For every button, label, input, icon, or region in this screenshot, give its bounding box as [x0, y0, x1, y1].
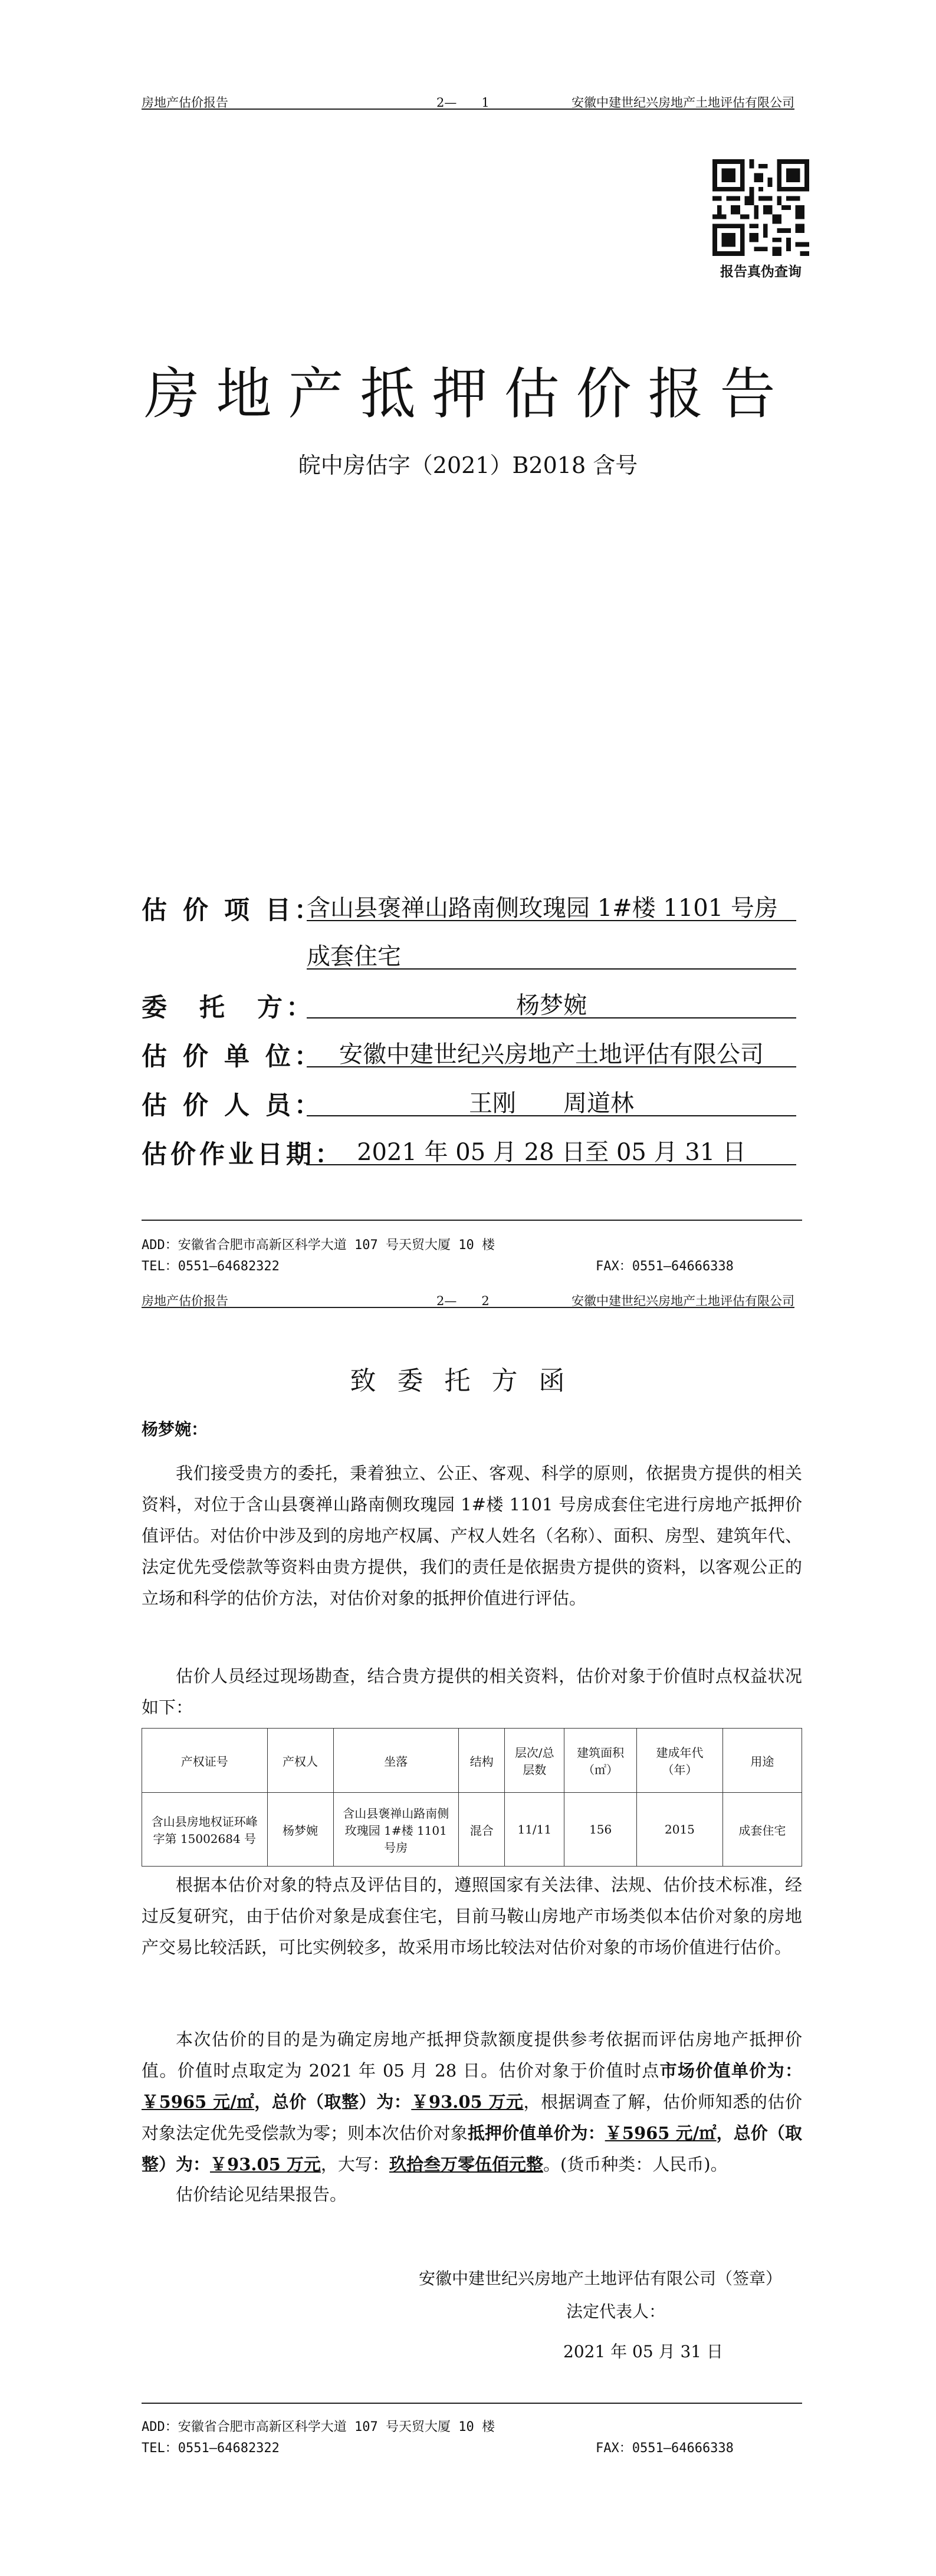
letter-paragraph-1: 我们接受贵方的委托，秉着独立、公正、客观、科学的原则，依据贵方提供的相关资料，对位于含山县褒禅山路南侧玫瑰园 1#楼 1101 号房成套住宅进行房地产抵押价值评估。对估价中涉及到的房地产权属、产权人姓名（名称）、面积、房型、建筑年代、法定优先受偿款等资料由贵方提供，我们的责任是依据贵方提供的资料，以客观公正的立场和科学的估价方法，对估价对象的抵押价值进行评估。: [142, 1463, 802, 1608]
letter-paragraph-4: [142, 2024, 802, 2180]
table-cell-location: 含山县褒禅山路南侧玫瑰园 1#楼 1101 号房: [333, 1793, 459, 1867]
salutation: 杨梦婉：: [142, 1420, 208, 1439]
footer-tel: TEL：0551—64682322: [142, 1259, 280, 1274]
table-header-cell: 建成年代（年）: [637, 1729, 722, 1793]
header-page-number: 2— 2: [436, 1294, 490, 1308]
table-header-cell: 产权人: [267, 1729, 333, 1793]
table-cell-usage: 成套住宅: [722, 1793, 802, 1867]
report-title: 房地产抵押估价报告: [144, 362, 792, 426]
table-cell-structure: 混合: [459, 1793, 505, 1867]
table-header-cell: 用途: [722, 1729, 802, 1793]
field-value-appraisers: 王刚 周道林: [307, 1085, 796, 1116]
table-header-cell: 产权证号: [142, 1729, 268, 1793]
market-total-label: ，总价（取整）为：: [254, 2092, 412, 2112]
field-value-work-date: 2021 年 05 月 28 日至 05 月 31 日: [307, 1133, 796, 1165]
footer-address: ADD：安徽省合肥市高新区科学大道 107 号天贸大厦 10 楼: [142, 2420, 495, 2434]
letter-paragraph-2: 估价人员经过现场勘查，结合贵方提供的相关资料，估价对象于价值时点权益状况如下：: [142, 1666, 802, 1717]
table-header-cell: 层次/总层数: [505, 1729, 564, 1793]
footer-divider: [142, 2403, 802, 2404]
commission-letter-page: [0, 1286, 936, 2576]
letter-title: 致委托方函: [350, 1366, 586, 1396]
page-header: [142, 93, 794, 110]
field-value-client: 杨梦婉: [307, 987, 796, 1018]
amount-in-words: 玖拾叁万零伍佰元整: [389, 2154, 543, 2174]
letter-paragraph-3: 根据本估价对象的特点及评估目的，遵照国家有关法律、法规、估价技术标准，经过反复研究，由于估价对象是成套住宅，目前马鞍山房地产市场类似本估价对象的房地产交易比较活跃，可比实例较多，故采用市场比较法对估价对象的市场价值进行估价。: [142, 1875, 802, 1957]
footer-divider: [142, 1220, 802, 1221]
table-header-cell: 建筑面积（㎡）: [564, 1729, 637, 1793]
field-label-client: 委 托 方：: [142, 993, 315, 1023]
mortgage-unit-price-label: 抵押价值单价为：: [467, 2123, 605, 2143]
header-page-number: 2— 1: [436, 96, 490, 110]
header-right: 安徽中建世纪兴房地产土地评估有限公司: [572, 96, 794, 110]
market-total-price: ￥93.05 万元: [411, 2092, 524, 2112]
market-unit-price: ￥5965 元/㎡: [142, 2092, 255, 2112]
para4-text: ，根据调查了解，估价师知悉的估价对象法定优先受偿款为零；则本次估价对象: [142, 2092, 802, 2143]
qr-code-icon[interactable]: [712, 159, 809, 256]
signature-date: 2021 年 05 月 31 日: [563, 2342, 724, 2361]
table-cell-owner: 杨梦婉: [267, 1793, 333, 1867]
mortgage-total-label: ，总价（取整）为：: [142, 2123, 802, 2174]
field-label-appraiser-org: 估 价 单 位：: [142, 1042, 323, 1072]
header-left: 房地产估价报告: [142, 96, 228, 110]
mortgage-unit-price: ￥5965 元/㎡: [605, 2123, 717, 2143]
field-label-work-date: 估价作业日期：: [142, 1140, 344, 1169]
qr-caption: 报告真伪查询: [720, 264, 802, 280]
field-value-project: 含山县褒禅山路南侧玫瑰园 1#楼 1101 号房: [307, 889, 796, 921]
para4-text: 。(货币种类：人民币)。: [543, 2154, 728, 2174]
field-label-appraisers: 估 价 人 员：: [142, 1091, 323, 1121]
signature-company: 安徽中建世纪兴房地产土地评估有限公司（签章）: [419, 2269, 783, 2288]
table-header-cell: 坐落: [333, 1729, 459, 1793]
document-number: 皖中房估字（2021）B2018 含号: [298, 452, 638, 478]
header-right: 安徽中建世纪兴房地产土地评估有限公司: [572, 1294, 794, 1308]
table-header-row: [142, 1729, 802, 1793]
table-header-cell: 结构: [459, 1729, 505, 1793]
mortgage-total-price: ￥93.05 万元: [210, 2154, 321, 2174]
footer-fax: FAX：0551—64666338: [596, 1259, 734, 1274]
footer-fax: FAX：0551—64666338: [596, 2441, 734, 2456]
report-cover-page: [0, 0, 936, 1286]
market-unit-price-label: 市场价值单价为：: [659, 2061, 802, 2081]
field-value-appraiser-org: 安徽中建世纪兴房地产土地评估有限公司: [307, 1036, 796, 1067]
table-cell-area: 156: [564, 1793, 637, 1867]
para4-text: ，大写：: [320, 2154, 389, 2174]
table-cell-cert: 含山县房地权证环峰字第 15002684 号: [142, 1793, 268, 1867]
signature-representative: 法定代表人：: [566, 2302, 666, 2321]
page-header: [142, 1292, 794, 1308]
footer-tel: TEL：0551—64682322: [142, 2441, 280, 2456]
field-value-project-line2: 成套住宅: [307, 938, 796, 970]
footer-address: ADD：安徽省合肥市高新区科学大道 107 号天贸大厦 10 楼: [142, 1238, 495, 1253]
para4-text: 本次估价的目的是为确定房地产抵押贷款额度提供参考依据而评估房地产抵押价值。价值时点取定为 2021 年 05 月 28 日。估价对象于价值时点: [142, 2029, 802, 2081]
table-cell-year: 2015: [637, 1793, 722, 1867]
table-cell-floor: 11/11: [505, 1793, 564, 1867]
property-rights-table: [142, 1728, 802, 1867]
table-row: [142, 1793, 802, 1867]
letter-paragraph-5: 估价结论见结果报告。: [176, 2184, 347, 2204]
field-label-project: 估 价 项 目：: [142, 896, 323, 925]
header-left: 房地产估价报告: [142, 1294, 228, 1308]
